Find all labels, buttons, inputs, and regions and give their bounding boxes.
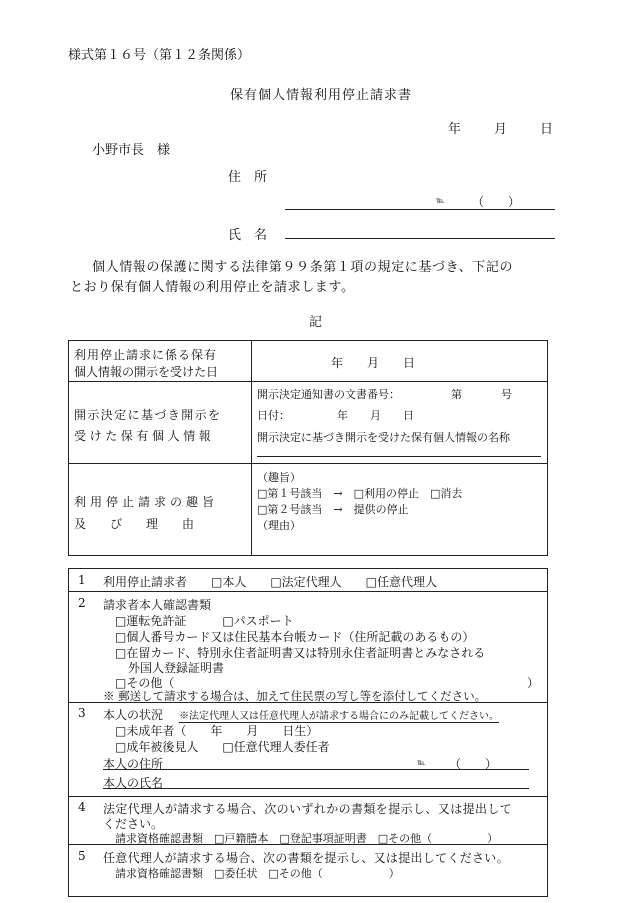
date-year-label: 年 <box>448 122 462 137</box>
row3-purpose: （趣旨） <box>257 471 301 484</box>
row1-label-1: 利用停止請求に係る保有 <box>74 348 218 362</box>
s2-option-3a[interactable]: □在留カード、特別永住者証明書又は特別永住者証明書とみなされる <box>115 646 486 660</box>
name-field-line[interactable] <box>285 238 555 239</box>
s2-option-4[interactable]: □その他（ <box>115 676 175 690</box>
s4-text-2: ください。 <box>103 817 164 831</box>
s2-option-2[interactable]: □個人番号カード又は住民基本台帳カード（住所記載のあるもの） <box>115 630 475 644</box>
s4-number: 4 <box>78 800 86 814</box>
s3-name-label: 本人の氏名 <box>103 776 164 790</box>
s3-title: 本人の状況 <box>103 708 164 722</box>
s2-note: ※ 郵送して請求する場合は、加えて住民票の写し等を添付してください。 <box>103 689 487 703</box>
row3-option-1[interactable]: □第１号該当 → □利用の停止 □消去 <box>257 487 463 500</box>
row1-date-value[interactable]: 年 月 日 <box>331 356 416 370</box>
s3-address-label: 本人の住所 <box>103 757 164 771</box>
s4-docs[interactable]: 請求資格確認書類 □戸籍謄本 □登記事項証明書 □その他（ ） <box>115 832 499 845</box>
s4-text-1: 法定代理人が請求する場合、次のいずれかの書類を提示し、又は提出して <box>103 802 513 816</box>
address-label: 住 所 <box>228 170 268 185</box>
tel-parens: （ ） <box>472 195 521 209</box>
name-label: 氏 名 <box>228 228 268 243</box>
date-day-label: 日 <box>540 122 554 137</box>
ki-heading: 記 <box>309 315 323 330</box>
s2-option-4-close: ） <box>527 676 540 690</box>
s3-note: ※法定代理人又は任意代理人が請求する場合にのみ記載してください。 <box>179 707 499 723</box>
body-line-1: 個人情報の保護に関する法律第９９条第１項の規定に基づき、下記の <box>92 260 514 275</box>
s3-option-1[interactable]: □未成年者（ 年 月 日生） <box>115 724 319 738</box>
s2-title: 請求者本人確認書類 <box>103 598 212 612</box>
row3-reason: （理由） <box>257 519 301 532</box>
record-table <box>68 340 548 556</box>
s5-text: 任意代理人が請求する場合、次の書類を提示し、又は提出してください。 <box>103 851 509 865</box>
addressee: 小野市長 様 <box>92 143 171 158</box>
s3-tel-mark: ℡ <box>417 758 425 767</box>
date-month-label: 月 <box>494 122 508 137</box>
row3-label-1: 利用停止請求の趣旨 <box>74 495 219 509</box>
s2-option-1[interactable]: □運転免許証 □パスポート <box>115 614 294 628</box>
s3-option-2[interactable]: □成年被後見人 □任意代理人委任者 <box>115 740 330 754</box>
info-box <box>68 568 548 897</box>
row2-docnum-dai: 第 <box>451 388 462 401</box>
s1-number: 1 <box>78 573 86 587</box>
row2-name-field-line[interactable] <box>257 456 541 457</box>
row3-option-2[interactable]: □第２号該当 → 提供の停止 <box>257 503 409 516</box>
row2-name-label: 開示決定に基づき開示を受けた保有個人情報の名称 <box>257 431 510 444</box>
s2-option-3b: 外国人登録証明書 <box>128 661 225 675</box>
tel-mark: ℡ <box>436 196 444 205</box>
s3-number: 3 <box>78 706 86 720</box>
form-number: 様式第１６号（第１２条関係） <box>68 48 251 63</box>
s3-name-field-line[interactable] <box>103 788 529 789</box>
row2-docnum-label: 開示決定通知書の文書番号： <box>257 388 400 401</box>
row2-docnum-go: 号 <box>501 388 512 401</box>
row3-label-2: 及 び 理 由 <box>74 517 195 531</box>
row2-label-2: 受けた保有個人情報 <box>74 429 215 443</box>
row2-date-value[interactable]: 年 月 日 <box>337 409 414 422</box>
s3-tel-parens: （ ） <box>449 757 498 771</box>
row2-label-1: 開示決定に基づき開示を <box>74 408 222 422</box>
s2-number: 2 <box>78 596 86 610</box>
row2-date-label: 日付： <box>257 409 290 422</box>
body-line-2: とおり保有個人情報の利用停止を請求します。 <box>70 280 355 295</box>
s5-docs[interactable]: 請求資格確認書類 □委任状 □その他（ ） <box>115 867 400 880</box>
row1-label-2: 個人情報の開示を受けた日 <box>74 365 219 379</box>
s5-number: 5 <box>78 849 86 863</box>
s1-requester-options[interactable]: 利用停止請求者 □本人 □法定代理人 □任意代理人 <box>103 575 438 589</box>
page-title: 保有個人情報利用停止請求書 <box>230 88 413 103</box>
